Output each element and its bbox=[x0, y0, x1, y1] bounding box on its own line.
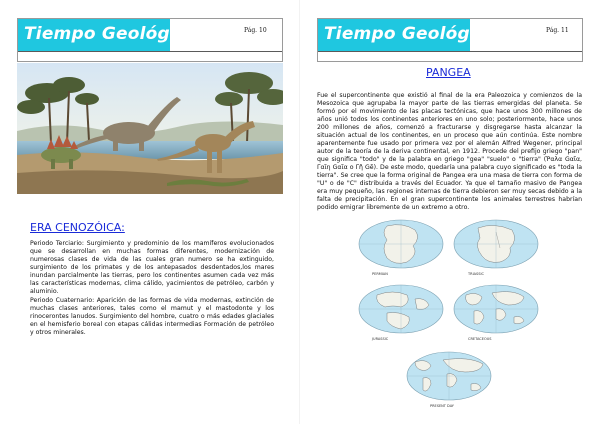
map-jurassic bbox=[357, 283, 445, 343]
page-number: Pág. 10 bbox=[244, 27, 267, 34]
header-title: Tiempo Geológico bbox=[24, 24, 199, 44]
map-caption-present-day: PRESENT DAY bbox=[430, 404, 454, 408]
pangea-paragraph: Fue el supercontinente que existió al final de la era Paleozoica y comienzos de la Mesozoica que agrupaba la mayor parte de las tierras emergidas del planeta. Se formó por el movimiento de las placas tectónicas, que hace unos 300 millones de años unió todos los continentes anteriores en uno solo; posteriormente, hace unos 200 millones de años, comenzó a fracturarse y disgregarse hasta alcanzar la situación actual de los continentes, en un proceso que aún continúa. Este nombre aparentemente fue usado por primera vez por el alemán Alfred Wegener, principal autor de la teoría de la deriva continental, en 1912. Procede del prefijo griego "pan" que significa "todo" y de la palabra en griego "gea" "suelo" o "tierra" (Ῥαλα Gαῖα, Γαῖη Gαῖα o Γῆ Gẽ). De este modo, quedaría una palabra cuyo significado es "toda la tierra". Se cree que la forma original de Pangea era una masa de tierra con forma de "U" o de "C" distribuida a través del Ecuador. Ya que el tamaño masivo de Pangea era muy pequeño, las regiones internas de tierra debieron ser muy secas debido a la falta de precipitación. En el gran supercontinente los animales terrestres habrían podido emigrar libremente de un extremo a otro. bbox=[317, 92, 582, 211]
right-page bbox=[300, 0, 600, 424]
map-permian bbox=[357, 218, 445, 278]
right-header bbox=[317, 18, 583, 62]
map-cretaceous bbox=[452, 283, 540, 343]
terciario-paragraph: Periodo Terciario: Surgimiento y predominio de los mamíferos evolucionados que se desarrollan en muchas formas diferentes, modernización de numerosas clases de vida de las cuales gran numero se ha extinguido, surgimiento de los primates y de los antepasados desdentados,los mares inundan parcialmente las tierras, pero los continentes asumen cada vez más las características modernas, clima cálido, yacimientos de petróleo, carbón y aluminio. bbox=[30, 240, 274, 295]
cuaternario-paragraph: Periodo Cuaternario: Aparición de las formas de vida modernas, extinción de muchas clases anteriores, tales como el mamut y el mastodonte y los rinocerontes lanudos. Surgimiento del hombre, cuatro o más edades glaciales en el hemisferio boreal con etapas cálidas intermedias Formación de petróleo y otros minerales. bbox=[30, 297, 274, 336]
page-number: Pág. 11 bbox=[546, 27, 569, 34]
era-section-title: ERA CENOZÓICA: bbox=[30, 221, 125, 234]
header-divider bbox=[318, 51, 582, 52]
map-caption-permian: PERMIAN bbox=[372, 272, 388, 276]
left-header bbox=[17, 18, 283, 62]
header-title: Tiempo Geológico bbox=[324, 24, 499, 44]
map-caption-jurassic: JURASSIC bbox=[372, 337, 389, 341]
header-divider bbox=[18, 51, 282, 52]
map-caption-triassic: TRIASSIC bbox=[468, 272, 484, 276]
map-triassic bbox=[452, 218, 540, 278]
dinosaur-illustration bbox=[17, 63, 283, 194]
map-present-day bbox=[405, 350, 493, 410]
map-caption-cretaceous: CRETACEOUS bbox=[468, 337, 492, 341]
pangea-section-title: PANGEA bbox=[426, 66, 471, 79]
